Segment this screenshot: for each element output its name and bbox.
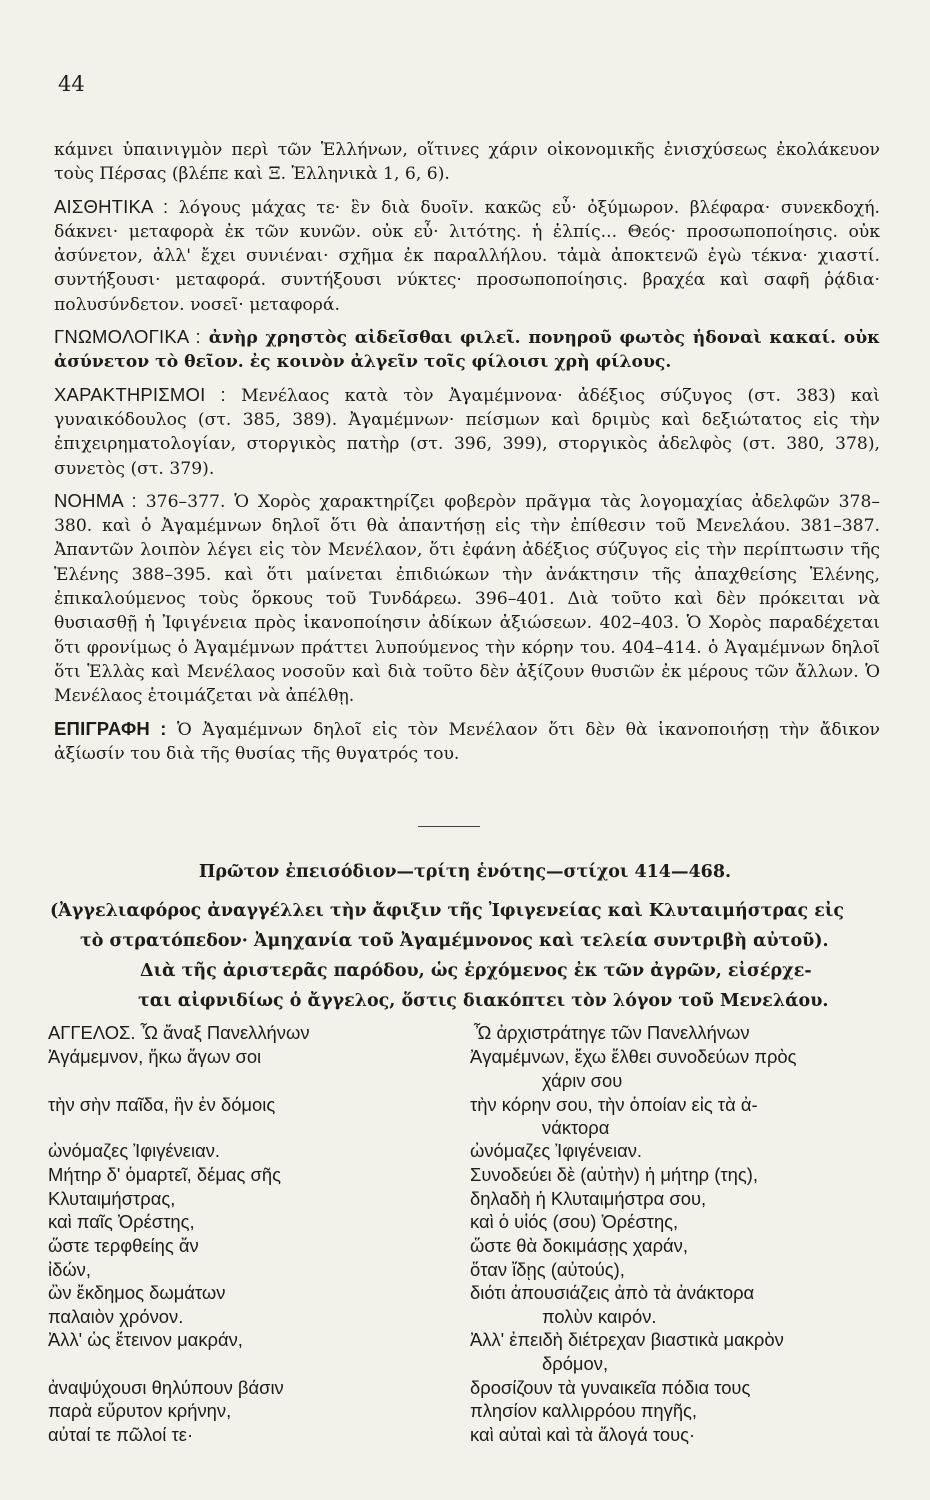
- meaning-text: 376–377. Ὁ Χορὸς χαρακτηρίζει φοβερὸν πρᾶγμα τὰς λογομαχίας ἀδελφῶν 378–380. καὶ ὁ Ἀγαμέμνων δηλοῖ ὅτι θὰ ἀπαντήσῃ εἰς τὴν ἐπίθεσιν τοῦ Μενελάου. 381–387. Ἀπαντῶν λοιπὸν λέγει εἰς τὸν Μενέλαον, ὅτι ἐφάνη ἀδέξιος σύζυγος εἰς τὴν περίπτωσιν τῆς Ἑλένης 388–395. καὶ ὅτι μαίνεται ἐπιδιώκων τὴν ἀνάκτησιν τῆς ἀπαχθείσης Ἑλένης, ἐπικαλούμενος τοὺς ὅρκους τοῦ Τυνδάρεω. 396–401. Διὰ τοῦτο καὶ δὲν πρόκειται νὰ θυσιασθῇ ἡ Ἰφιγένεια πρὸς ἱκανοποίησιν ἀδίκων ἀξιώσεων. 402–403. Ὁ Χορὸς παραδέχεται ὅτι φρονίμως ὁ Ἀγαμέμνων πράττει λυπούμενος τὴν κόρην του. 404–414. ὁ Ἀγαμέμνων δηλοῖ ὅτι Ἑλλὰς καὶ Μενέλαος νοσοῦν καὶ διὰ τοῦτο δὲν ἀξίζουν θυσιῶν ἐκ μέρους τῶν ἄλλων. Ὁ Μενέλαος ἑτοιμάζεται νὰ ἀπέλθῃ.: [54, 491, 880, 707]
- greek-verse-line: ὥστε τερφθείης ἄν: [48, 1235, 199, 1256]
- greek-verse-line: καὶ παῖς Ὀρέστης,: [48, 1211, 195, 1232]
- greek-verse-line: ΑΓΓΕΛΟΣ. Ὦ ἄναξ Πανελλήνων: [48, 1022, 310, 1043]
- gnomic-paragraph: [54, 325, 880, 375]
- gnomic-text: ἀνὴρ χρηστὸς αἰδεῖσθαι φιλεῖ. πονηροῦ φωτὸς ἡδοναὶ κακαί. οὐκ ἀσύνετον τὸ θεῖον. ἐς κοινὸν ἀλγεῖν τοῖς φίλοισι χρὴ φίλους.: [54, 328, 881, 373]
- greek-verse-line: Μήτηρ δ' ὁμαρτεῖ, δέμας σῆς: [48, 1164, 281, 1185]
- greek-verse-line: ἀναψύχουσι θηλύπουν βάσιν: [48, 1377, 284, 1398]
- character-text: Μενέλαος κατὰ τὸν Ἀγαμέμνονα· ἀδέξιος σύζυγος (στ. 383) καὶ γυναικόδουλος (στ. 385, 389). Ἀγαμέμνων· πείσμων καὶ δριμὺς καὶ δεξιώτατος εἰς τὴν ἐπιχειρηματολογίαν, στοργικὸς πατὴρ (στ. 396, 399), στοργικὸς ἀδελφὸς (στ. 380, 378), συνετὸς (στ. 379).: [54, 385, 880, 479]
- aesthetic-text: λόγους μάχας τε· ἓν διὰ δυοῖν. κακῶς εὖ· ὀξύμωρον. βλέφαρα· συνεκδοχή. δάκνει· μεταφορὰ ἐκ τῶν κυνῶν. οὐκ εὖ· λιτότης. ἡ ἐλπίς... Θεός· προσωποποίησις. οὐκ ἀσύνετον, ἀλλ' ἔχει συνιέναι· σχῆμα ἐκ παραλλήλου. τἀμὰ ἀποκτενῶ ἐγὼ τέκνα· χιαστί. συντήξουσι· μεταφορά. συντήξουσι νύκτες· προσωποποίησις. βραχέα καὶ σαφῆ ῥᾴδια· πολυσύνδετον. νοσεῖ· μεταφορά.: [54, 197, 880, 315]
- translation-line: Συνοδεύει δὲ (αὐτὴν) ἡ μήτηρ (της),: [470, 1164, 758, 1185]
- translation-line: χάριν σου: [542, 1070, 623, 1091]
- stage-direction-line: ται αἰφνιδίως ὁ ἄγγελος, ὅστις διακόπτει τὸν λόγον τοῦ Μενελάου.: [138, 991, 829, 1011]
- translation-line: ὠνόμαζες Ἰφιγένειαν.: [470, 1140, 643, 1161]
- translation-line: δηλαδὴ ἡ Κλυταιμήστρα σου,: [470, 1188, 707, 1209]
- greek-verse-line: αὐταί τε πῶλοί τε·: [48, 1424, 194, 1445]
- translation-line: Ὦ ἀρχιστράτηγε τῶν Πανελλήνων: [474, 1022, 750, 1043]
- greek-verse-line: παρὰ εὔρυτον κρήνην,: [48, 1400, 232, 1421]
- episode-summary-line: (Ἀγγελιαφόρος ἀναγγέλλει τὴν ἄφιξιν τῆς Ἰφιγενείας καὶ Κλυταιμήστρας εἰς: [50, 901, 845, 921]
- character-paragraph: [54, 383, 880, 481]
- episode-title: Πρῶτον ἐπεισόδιον—τρίτη ἑνότης—στίχοι 414—468.: [198, 862, 732, 882]
- greek-verse-line: ἰδών,: [48, 1259, 91, 1280]
- translation-line: νάκτορα: [542, 1117, 610, 1138]
- greek-verse-line: ὠνόμαζες Ἰφιγένειαν.: [48, 1140, 221, 1161]
- meaning-heading: ΝΟΗΜΑ :: [54, 489, 137, 511]
- character-heading: ΧΑΡΑΚΤΗΡΙΣΜΟΙ :: [54, 383, 226, 405]
- aesthetic-heading: ΑΙΣΘΗΤΙΚΑ :: [54, 195, 169, 217]
- greek-verse-line: τὴν σὴν παῖδα, ἣν ἐν δόμοις: [48, 1094, 276, 1115]
- section-divider: [418, 826, 480, 827]
- translation-line: διότι ἀπουσιάζεις ἀπὸ τὰ ἀνάκτορα: [470, 1282, 755, 1303]
- translation-line: καὶ αὐταὶ καὶ τὰ ἄλογά τους·: [470, 1424, 696, 1445]
- commentary-section: [54, 138, 880, 774]
- page-number: 44: [58, 72, 85, 96]
- meaning-paragraph: [54, 489, 880, 709]
- translation-line: καὶ ὁ υἱός (σου) Ὀρέστης,: [470, 1211, 679, 1232]
- epigraph-paragraph: [54, 717, 880, 767]
- episode-intro: [50, 896, 880, 1016]
- translation-line: δροσίζουν τὰ γυναικεῖα πόδια τους: [470, 1377, 751, 1398]
- translation-line: Ἀλλ' ἐπειδὴ διέτρεχαν βιαστικὰ μακρὸν: [470, 1329, 784, 1350]
- greek-verse-line: παλαιὸν χρόνον.: [48, 1306, 184, 1327]
- gnomic-heading: ΓΝΩΜΟΛΟΓΙΚΑ :: [54, 326, 201, 348]
- translation-line: πλησίον καλλιρρόου πηγῆς,: [470, 1400, 698, 1421]
- translation-line: πολὺν καιρόν.: [542, 1306, 657, 1327]
- stage-direction-line: Διὰ τῆς ἀριστερᾶς παρόδου, ὡς ἐρχόμενος ἐκ τῶν ἀγρῶν, εἰσέρχε-: [140, 961, 812, 981]
- translation-line: ὅταν ἴδῃς (αὐτούς),: [470, 1259, 625, 1280]
- epigraph-text: Ὁ Ἀγαμέμνων δηλοῖ εἰς τὸν Μενέλαον ὅτι δὲν θὰ ἱκανοποιήσῃ τὴν ἄδικον ἀξίωσίν του διὰ τῆς θυσίας τῆς θυγατρός του.: [54, 719, 880, 764]
- translation-line: ὥστε θὰ δοκιμάσῃς χαράν,: [470, 1235, 688, 1256]
- translation-line: Ἀγαμέμνων, ἔχω ἔλθει συνοδεύων πρὸς: [470, 1046, 797, 1067]
- translation-line: δρόμον,: [542, 1353, 609, 1374]
- greek-verse-line: ὢν ἔκδημος δωμάτων: [48, 1282, 226, 1303]
- greek-verse-line: Ἀγάμεμνον, ἥκω ἄγων σοι: [48, 1046, 262, 1067]
- aesthetic-paragraph: [54, 195, 880, 317]
- greek-verse-line: Ἀλλ' ὡς ἔτεινον μακράν,: [48, 1329, 243, 1350]
- greek-verse-line: Κλυταιμήστρας,: [48, 1188, 176, 1209]
- epigraph-heading: ΕΠΙΓΡΑΦΗ :: [54, 717, 167, 739]
- episode-summary-line: τὸ στρατόπεδον· Ἀμηχανία τοῦ Ἀγαμέμνονος καὶ τελεία συντριβὴ αὐτοῦ).: [80, 931, 829, 951]
- translation-line: τὴν κόρην σου, τὴν ὁποίαν εἰς τὰ ἀ-: [470, 1094, 758, 1115]
- commentary-intro: κάμνει ὑπαινιγμὸν περὶ τῶν Ἑλλήνων, οἵτινες χάριν οἰκονομικῆς ἐνισχύσεως ἐκολάκευον τοὺς Πέρσας (βλέπε καὶ Ξ. Ἑλληνικὰ 1, 6, 6).: [54, 140, 880, 185]
